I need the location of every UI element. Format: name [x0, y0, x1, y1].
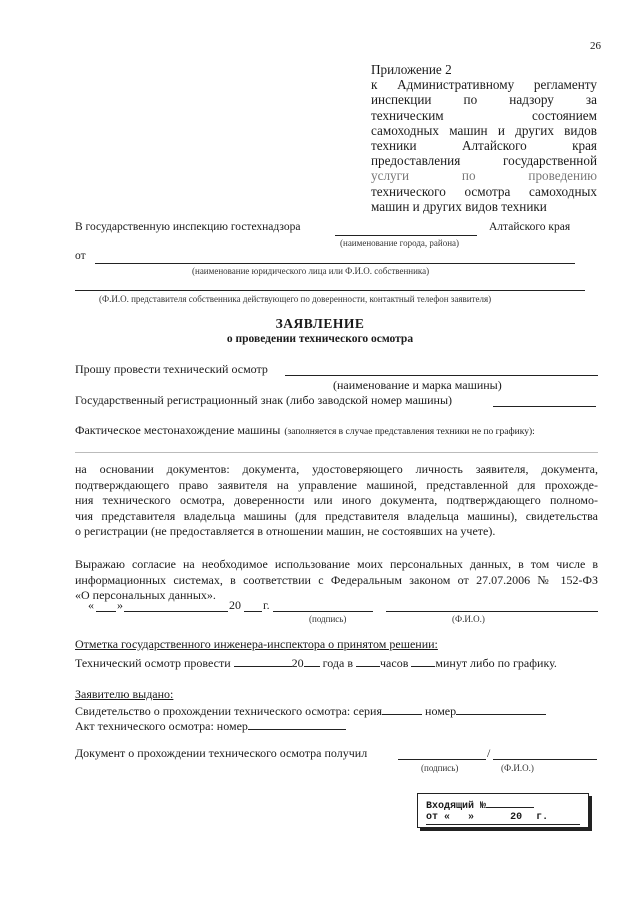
date-month-field[interactable] — [124, 611, 228, 612]
applicant-hint: (наименование юридического лица или Ф.И.О. собственника) — [192, 266, 430, 276]
reg-number-label: Государственный регистрационный знак (либо заводской номер машины) — [75, 393, 453, 407]
appendix-line: предоставления государственной — [371, 153, 597, 169]
location-note: (заполняется в случае представления техники не по графику): — [284, 427, 535, 437]
from-label: от — [75, 250, 86, 262]
signature-field[interactable] — [273, 611, 373, 612]
signature-hint: (подпись) — [309, 614, 347, 624]
act-number-label: Акт технического осмотра: номер — [75, 719, 248, 733]
inspection-text: часов — [380, 656, 409, 670]
received-fio-hint: (Ф.И.О.) — [501, 763, 534, 773]
date-day-field[interactable] — [96, 611, 116, 612]
appendix-line: машин и других видов техники — [371, 198, 547, 214]
document-title: ЗАЯВЛЕНИЕ — [275, 316, 365, 331]
stamp-row — [426, 797, 534, 812]
location-row — [75, 421, 535, 439]
applicant-fio-field[interactable] — [386, 611, 598, 612]
certificate-number-label: номер — [425, 704, 457, 718]
machine-name-hint: (наименование и марка машины) — [333, 378, 502, 392]
received-signature-hint: (подпись) — [421, 763, 459, 773]
stamp-year: 20 — [510, 812, 523, 823]
inspection-row — [75, 654, 557, 671]
basis-line: на основании документов: документа, удостоверяющего личность заявителя, документа, — [75, 462, 598, 476]
date-year-field[interactable] — [244, 611, 262, 612]
location-label: Фактическое местонахождение машины — [75, 423, 281, 437]
appendix-line: технического осмотра самоходных — [371, 183, 597, 199]
inspection-year-prefix: 20 — [291, 656, 304, 670]
region-label: Алтайского края — [489, 221, 571, 233]
certificate-number-field[interactable] — [456, 702, 546, 715]
inspection-text: года в — [322, 656, 354, 670]
consent-line: Выражаю согласие на необходимое использование моих персональных данных, в том числе в — [75, 557, 598, 571]
consent-line: информационных системах, в соответствии с Федеральным законом от 27.07.2006 № 152-ФЗ — [75, 572, 598, 587]
city-district-field[interactable] — [335, 235, 477, 236]
received-fio-field[interactable] — [493, 759, 597, 760]
inspection-text: минут либо по графику. — [435, 656, 557, 670]
inspection-year-field[interactable] — [304, 654, 320, 667]
appendix-line: техники Алтайского края — [371, 138, 597, 154]
stamp-from-label: от « — [426, 812, 451, 823]
location-field[interactable] — [75, 452, 598, 453]
representative-field[interactable] — [75, 290, 585, 291]
applicant-name-field[interactable] — [95, 263, 575, 264]
appendix-block — [371, 62, 597, 214]
act-number-field[interactable] — [248, 717, 346, 730]
representative-hint: (Ф.И.О. представителя собственника действующего по доверенности, контактный телефон заявителя) — [99, 294, 492, 304]
consent-paragraph — [75, 557, 598, 604]
inspector-heading: Отметка государственного инженера-инспектора о принятом решении: — [75, 637, 438, 651]
certificate-series-label: Свидетельство о прохождении технического осмотра: серия — [75, 704, 383, 718]
received-slash: / — [487, 746, 491, 760]
reg-number-field[interactable] — [493, 406, 596, 407]
certificate-series-field[interactable] — [382, 702, 422, 715]
appendix-line: Приложение 2 — [371, 62, 452, 77]
request-label: Прошу провести технический осмотр — [75, 362, 268, 376]
appendix-line: самоходных машин и других видов — [371, 122, 597, 138]
page-number: 26 — [590, 40, 601, 52]
inspection-text: Технический осмотр провести — [75, 656, 231, 670]
basis-line: чия представителя владельца машины (для представителя владельца машины), свидетельства — [75, 508, 598, 523]
document-subtitle: о проведении технического осмотра — [226, 333, 414, 345]
received-label: Документ о прохождении технического осмотра получил — [75, 746, 368, 760]
appendix-line: к Административному регламенту — [371, 77, 597, 93]
date-close-quote: » — [117, 598, 123, 612]
date-year-suffix: г. — [263, 598, 270, 612]
stamp-year-suffix: г. — [536, 812, 549, 823]
received-signature-field[interactable] — [398, 759, 486, 760]
stamp-row — [426, 812, 548, 823]
machine-name-field[interactable] — [285, 375, 598, 376]
city-district-hint: (наименование города, района) — [340, 238, 460, 248]
appendix-line: инспекции по надзору за — [371, 92, 597, 108]
basis-paragraph — [75, 462, 598, 540]
appendix-line: техническим состоянием — [371, 107, 597, 123]
appendix-line: услуги по проведению — [371, 168, 597, 184]
addressee-label: В государственную инспекцию гостехнадзора — [75, 221, 301, 233]
date-open-quote: « — [88, 598, 94, 612]
stamp-quote: » — [468, 812, 475, 823]
inspection-minutes-field[interactable] — [411, 654, 435, 667]
stamp-number-field[interactable] — [486, 797, 534, 808]
issued-heading: Заявителю выдано: — [75, 687, 174, 701]
basis-line: о регистрации (не предоставляется в отношении машин, не состоявших на учете). — [75, 524, 496, 538]
inspection-hours-field[interactable] — [356, 654, 380, 667]
act-row — [75, 717, 346, 734]
consent-line: «О персональных данных». — [75, 588, 216, 602]
inspection-date-field[interactable] — [234, 654, 292, 667]
stamp-incoming-label: Входящий № — [426, 801, 487, 812]
basis-line: подтверждающего право заявителя на управление машиной, представленной для прохожде- — [75, 477, 598, 492]
fio-hint: (Ф.И.О.) — [452, 614, 485, 624]
stamp-rule — [426, 824, 580, 825]
date-year-prefix: 20 — [229, 598, 241, 612]
basis-line: ния технического осмотра, доверенности или иного документа, подтверждающего полномо- — [75, 493, 598, 507]
incoming-stamp — [417, 793, 589, 828]
